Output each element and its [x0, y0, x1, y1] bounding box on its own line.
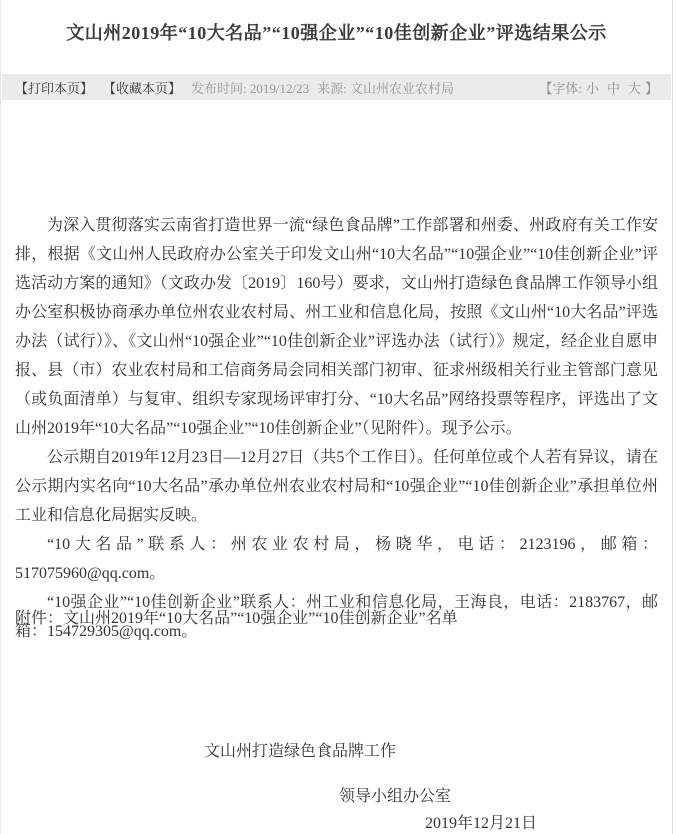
font-size-label-prefix: 【字体:	[539, 80, 582, 96]
publish-time-label: 发布时间: 2019/12/23	[191, 80, 310, 96]
body-paragraph-4-contact-qiangqiye: “10强企业”“10佳创新企业”联系人：州工业和信息化局，王海良，电话：2183767，邮箱：154729305@qq.com。	[15, 594, 658, 640]
page-title: 文山州2019年“10大名品”“10强企业”“10佳创新企业”评选结果公示	[66, 23, 607, 43]
source-label: 来源: 文山州农业农村局	[317, 80, 454, 96]
signature-date: 2019年12月21日	[425, 815, 538, 832]
toolbar-left	[15, 78, 462, 97]
body-paragraph-1: 为深入贯彻落实云南省打造世界一流“绿色食品牌”工作部署和州委、州政府有关工作安排，根据《文山州人民政府办公室关于印发文山州“10大名品”“10强企业”“10佳创新企业”评选活动方案的通知》（文政办发〔2019〕160号）要求，文山州打造绿色食品牌工作领导小组办公室积极协商承办单位州农业农村局、州工业和信息化局，按照《文山州“10大名品”评选办法（试行）》、《文山州“10强企业”“10佳创新企业”评选办法（试行）》规定，经企业自愿申报、县（市）农业农村局和工信商务局会同相关部门初审、征求州级相关行业主管部门意见（或负面清单）与复审、组织专家现场评审打分、“10大名品”网络投票等程序，评选出了文山州2019年“10大名品”“10强企业”“10佳创新企业”（见附件）。现予公示。	[15, 217, 658, 437]
article-body	[2, 211, 671, 646]
body-paragraph-3-contact-mingpin: “10大名品”联系人：州农业农村局，杨晓华，电话：2123196，邮箱：517075960@qq.com。	[15, 536, 658, 582]
font-large-button[interactable]: 大	[627, 80, 641, 96]
print-page-button[interactable]: 【打印本页】	[15, 80, 94, 96]
font-size-control	[539, 78, 658, 97]
signature-org-line1: 文山州打造绿色食品牌工作	[204, 743, 397, 760]
font-size-label-suffix: 】	[644, 80, 658, 96]
font-medium-button[interactable]: 中	[606, 80, 620, 96]
favorite-page-button[interactable]: 【收藏本页】	[103, 80, 182, 96]
body-paragraph-2: 公示期自2019年12月23日—12月27日（共5个工作日）。任何单位或个人若有异议，请在公示期内实名向“10大名品”承办单位州农业农村局和“10强企业”“10佳创新企业”承担单位州工业和信息化局据实反映。	[15, 449, 658, 524]
font-small-button[interactable]: 小	[585, 80, 599, 96]
attachment-line: 附件：文山州2019年“10大名品”“10强企业”“10佳创新企业”名单	[15, 610, 458, 627]
toolbar	[2, 74, 671, 100]
signature-org-line2: 领导小组办公室	[339, 788, 452, 805]
